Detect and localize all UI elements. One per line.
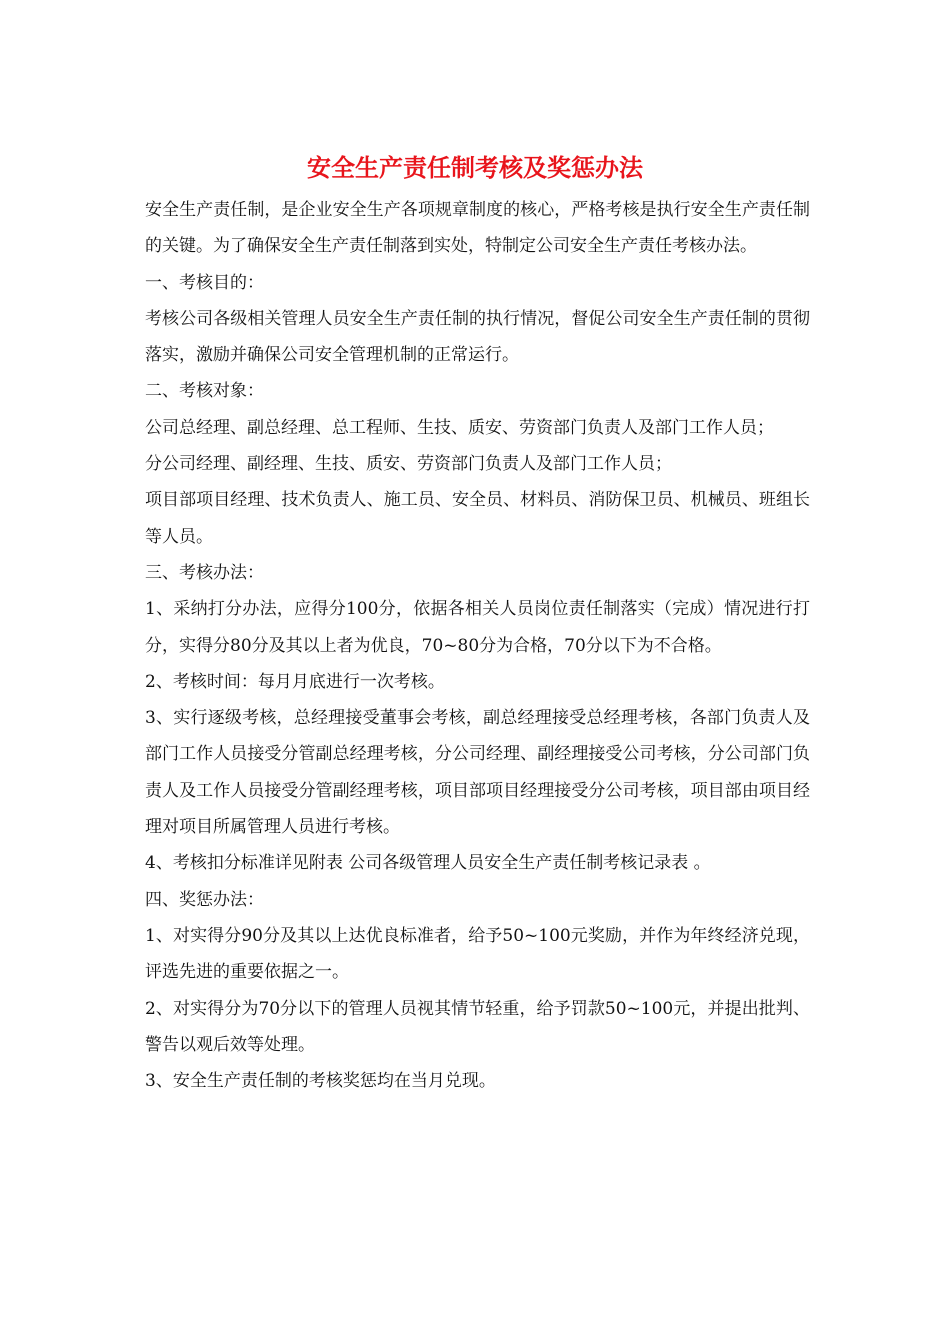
section-heading-purpose: 一、考核目的：: [145, 272, 264, 293]
rewards-item-2: 2、对实得分为70分以下的管理人员视其情节轻重，给予罚款50~100元，并提出批判、警告以观后效等处理。: [145, 998, 810, 1055]
document-body: [145, 192, 810, 1099]
document-title: 安全生产责任制考核及奖惩办法: [307, 153, 643, 182]
rewards-item-3: 3、安全生产责任制的考核奖惩均在当月兑现。: [145, 1071, 496, 1092]
targets-branch-paragraph: 分公司经理、副经理、生技、质安、劳资部门负责人及部门工作人员；: [145, 454, 672, 475]
intro-paragraph: 安全生产责任制，是企业安全生产各项规章制度的核心，严格考核是执行安全生产责任制的关键。为了确保安全生产责任制落到实处，特制定公司安全生产责任考核办法。: [145, 200, 810, 257]
method-item-2: 2、考核时间：每月月底进行一次考核。: [145, 671, 445, 692]
section-heading-targets: 二、考核对象：: [145, 381, 264, 402]
targets-project-paragraph: 项目部项目经理、技术负责人、施工员、安全员、材料员、消防保卫员、机械员、班组长等人员。: [145, 490, 810, 547]
method-item-1: 1、采纳打分办法，应得分100分，依据各相关人员岗位责任制落实（完成）情况进行打分，实得分80分及其以上者为优良，70~80分为合格，70分以下为不合格。: [145, 599, 810, 656]
section-heading-rewards: 四、奖惩办法：: [145, 889, 264, 910]
rewards-item-1: 1、对实得分90分及其以上达优良标准者，给予50~100元奖励，并作为年终经济兑现，评选先进的重要依据之一。: [145, 925, 810, 983]
method-item-4: 4、考核扣分标准详见附表 公司各级管理人员安全生产责任制考核记录表 。: [145, 853, 711, 874]
section-heading-method: 三、考核办法：: [145, 562, 264, 583]
targets-company-paragraph: 公司总经理、副总经理、总工程师、生技、质安、劳资部门负责人及部门工作人员；: [145, 417, 774, 438]
purpose-paragraph: 考核公司各级相关管理人员安全生产责任制的执行情况，督促公司安全生产责任制的贯彻落实，激励并确保公司安全管理机制的正常运行。: [145, 308, 810, 366]
method-item-3: 3、实行逐级考核，总经理接受董事会考核，副总经理接受总经理考核，各部门负责人及部门工作人员接受分管副总经理考核，分公司经理、副经理接受公司考核，分公司部门负责人及工作人员接受分管副经理考核，项目部项目经理接受分公司考核，项目部由项目经理对项目所属管理人员进行考核。: [145, 708, 810, 838]
